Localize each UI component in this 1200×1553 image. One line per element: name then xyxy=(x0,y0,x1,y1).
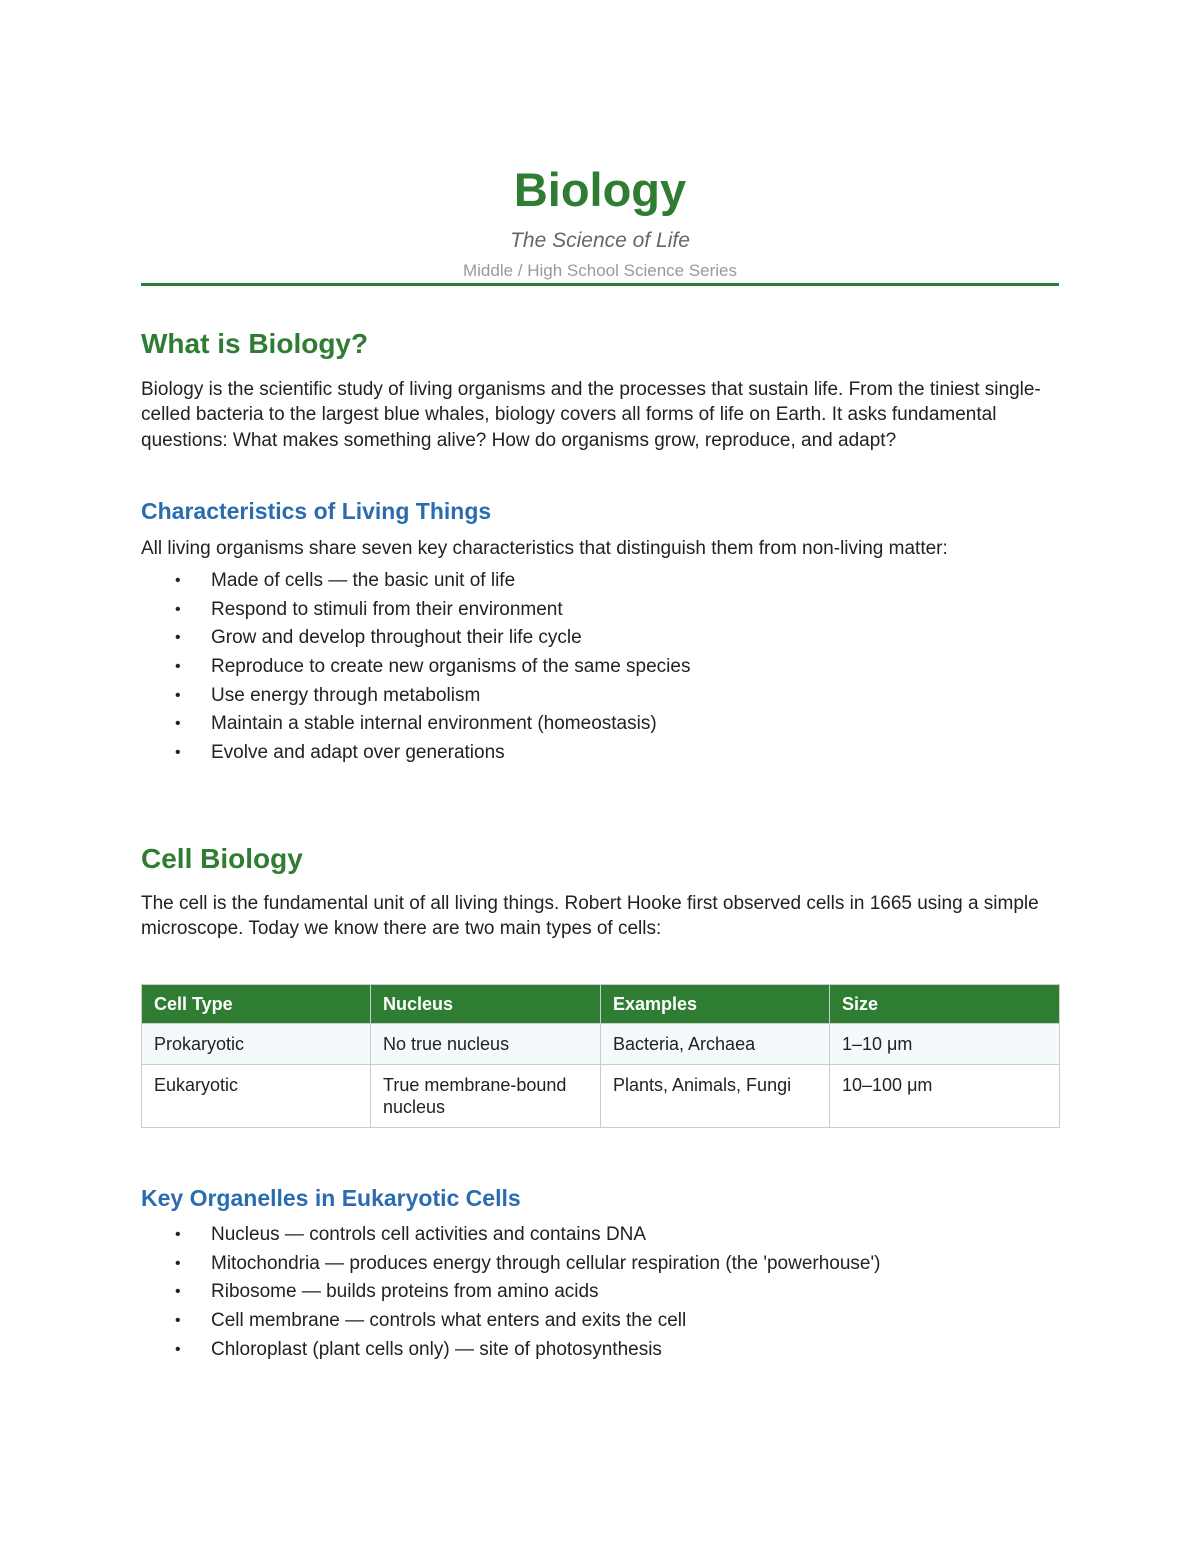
list-item: • Nucleus — controls cell activities and contains DNA xyxy=(141,1221,1059,1250)
cell-types-table xyxy=(141,984,1060,1128)
table-cell: No true nucleus xyxy=(371,1024,601,1065)
list-item: • Chloroplast (plant cells only) — site of photosynthesis xyxy=(141,1336,1059,1365)
document-subtitle: The Science of Life xyxy=(510,229,690,252)
bullet-icon: • xyxy=(175,658,181,676)
bullet-icon: • xyxy=(175,629,181,647)
list-item: • Respond to stimuli from their environment xyxy=(141,596,1059,625)
list-item: • Grow and develop throughout their life cycle xyxy=(141,624,1059,653)
list-item: • Mitochondria — produces energy through cellular respiration (the 'powerhouse') xyxy=(141,1250,1059,1279)
bullet-icon: • xyxy=(175,1312,181,1330)
bullet-icon: • xyxy=(175,600,181,618)
table-row xyxy=(142,1065,1060,1128)
bullet-icon: • xyxy=(175,1340,181,1358)
list-item: • Evolve and adapt over generations xyxy=(141,739,1059,768)
column-header-size: Size xyxy=(830,985,1060,1024)
list-item: • Cell membrane — controls what enters and exits the cell xyxy=(141,1307,1059,1336)
list-item: • Use energy through metabolism xyxy=(141,682,1059,711)
table-cell: Plants, Animals, Fungi xyxy=(601,1065,830,1128)
paragraph-characteristics-intro: All living organisms share seven key characteristics that distinguish them from non-living matter: xyxy=(141,538,948,559)
organelles-list xyxy=(141,1221,1059,1364)
table-cell: Bacteria, Archaea xyxy=(601,1024,830,1065)
table-header-row xyxy=(142,985,1060,1024)
bullet-icon: • xyxy=(175,715,181,733)
heading-cell-biology: Cell Biology xyxy=(141,843,303,874)
table-cell: 10–100 μm xyxy=(830,1065,1060,1128)
table-cell: Prokaryotic xyxy=(142,1024,371,1065)
table-cell: Eukaryotic xyxy=(142,1065,371,1128)
list-item: • Maintain a stable internal environment (homeostasis) xyxy=(141,710,1059,739)
bullet-icon: • xyxy=(175,1283,181,1301)
table-cell: 1–10 μm xyxy=(830,1024,1060,1065)
column-header-cell-type: Cell Type xyxy=(142,985,371,1024)
bullet-icon: • xyxy=(175,572,181,589)
table-row xyxy=(142,1024,1060,1065)
document-title: Biology xyxy=(513,163,687,216)
heading-key-organelles: Key Organelles in Eukaryotic Cells xyxy=(141,1185,521,1211)
bullet-icon: • xyxy=(175,1226,181,1243)
paragraph-what-is-biology: Biology is the scientific study of living organisms and the processes that sustain life. From the tiniest single-celled bacteria to the largest blue whales, biology covers all forms of life on Earth. It asks fundamental questions: What makes something alive? How do organisms grow, reproduce, and adapt? xyxy=(141,379,1041,451)
column-header-nucleus: Nucleus xyxy=(371,985,601,1024)
characteristics-list xyxy=(141,567,1059,768)
table-cell: True membrane-bound nucleus xyxy=(371,1065,601,1128)
bullet-icon: • xyxy=(175,744,181,762)
list-item: • Made of cells — the basic unit of life xyxy=(141,567,1059,596)
title-divider xyxy=(141,283,1059,286)
list-item: • Reproduce to create new organisms of the same species xyxy=(141,653,1059,682)
heading-characteristics: Characteristics of Living Things xyxy=(141,498,492,524)
list-item: • Ribosome — builds proteins from amino acids xyxy=(141,1278,1059,1307)
series-label: Middle / High School Science Series xyxy=(462,261,738,280)
column-header-examples: Examples xyxy=(601,985,830,1024)
paragraph-cell-biology: The cell is the fundamental unit of all living things. Robert Hooke first observed cells in 1665 using a simple microscope. Today we know there are two main types of cells: xyxy=(141,893,1039,940)
bullet-icon: • xyxy=(175,686,181,704)
heading-what-is-biology: What is Biology? xyxy=(141,328,369,359)
bullet-icon: • xyxy=(175,1254,181,1272)
